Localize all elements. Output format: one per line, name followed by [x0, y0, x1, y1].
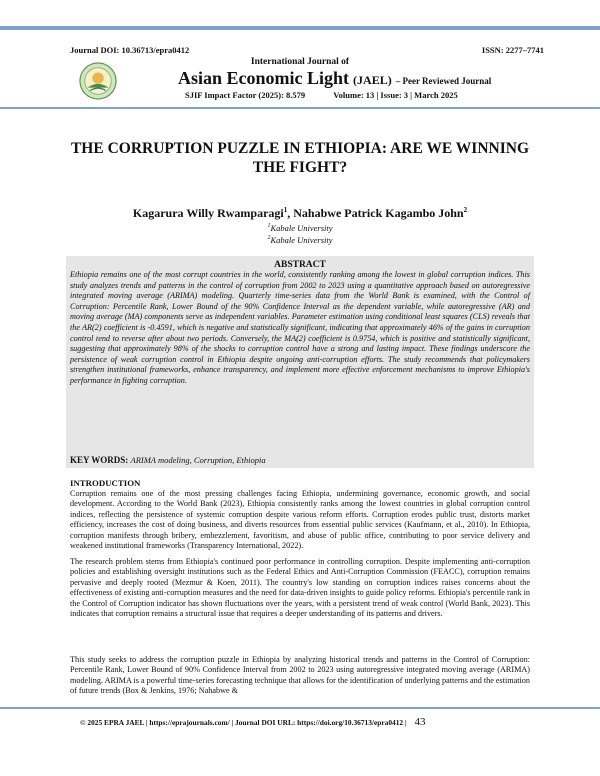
- author-line: Kagarura Willy Rwamparagi$^1$, Nahabwe Patrick Kagambo John$^2$: [132, 206, 468, 220]
- intro-heading: INTRODUCTION: [70, 478, 141, 488]
- page-number: 43: [414, 716, 426, 728]
- footer-separator: |: [404, 718, 407, 727]
- author-1-sup: 1: [283, 206, 288, 214]
- author-2: Nahabwe Patrick Kagambo John: [293, 206, 464, 220]
- affiliation-1: [0, 223, 600, 233]
- journal-name: Asian Economic Light: [178, 68, 350, 88]
- aff-2-sup: 2: [267, 235, 271, 242]
- peer-reviewed-label: – Peer Reviewed Journal: [395, 76, 492, 86]
- keywords-label: KEY WORDS:: [70, 455, 129, 465]
- aff-1-sup: 1: [267, 223, 271, 230]
- journal-doi: Journal DOI: 10.36713/epra0412: [70, 45, 190, 55]
- copyright-icon: ©: [80, 718, 86, 727]
- abstract-heading: ABSTRACT: [274, 260, 326, 270]
- author-2-sup: 2: [463, 206, 468, 214]
- paragraph-2: The research problem stems from Ethiopia's continued poor performance in controlling corruption. Despite implementing anti-corruption policies and establishing oversight institutions such as the Federal Ethics and Anti-Corruption Commission (FEACC), corruption remains pervasive and deeply rooted (Mezmur & Koen, 2011). The country's low standing on corruption indices raises concerns about the effectiveness of existing anti-corruption measures and the need for data-driven insights to guide policy reforms. Ethiopia's percentile rank in the Control of Corruption indicator has shown fluctuations over the years, with a persistent trend of weak control (World Bank, 2023). This indicates that corruption remains a structural issue that requires a deeper understanding of its patterns and drivers.: [70, 557, 530, 619]
- affiliation-2: [0, 235, 600, 245]
- keywords: [70, 455, 530, 465]
- header-bottom-rule: [0, 107, 600, 109]
- volume-issue: Volume: 13 | Issue: 3 | March 2025: [333, 90, 458, 100]
- journal-intl-label: International Journal of: [250, 57, 350, 67]
- keywords-list: ARIMA modeling, Corruption, Ethiopia: [130, 455, 266, 465]
- paragraph-1: Corruption remains one of the most pressing challenges facing Ethiopia, undermining governance, economic growth, and social development. According to the World Bank (2023), Ethiopia consistently ranks among the lowest countries in global corruption control indices, reflecting the persistence of systemic corruption despite various reform efforts. Corruption erodes public trust, distorts market efficiency, increases the cost of doing business, and diverts resources from essential public services (Kaufmann, et al., 2010). In Ethiopia, corruption manifests through bribery, embezzlement, favoritism, and abuse of public office, contributing to poor service delivery and weakened institutional frameworks (Transparency International, 2022).: [70, 489, 530, 551]
- journal-abbr: (JAEL): [353, 73, 392, 87]
- aff-1-text: Kabale University: [270, 223, 333, 233]
- footer-text: 2025 EPRA JAEL | https://eprajournals.com/ | Journal DOI URL: https://doi.org/10.36713/epra0412: [87, 718, 404, 727]
- paper-title: THE CORRUPTION PUZZLE IN ETHIOPIA: ARE WE WINNING THE FIGHT?: [70, 140, 530, 176]
- impact-factor: SJIF Impact Factor (2025): 8.579: [185, 90, 306, 100]
- footer-rule: [0, 707, 600, 709]
- footer: [80, 716, 425, 728]
- journal-title: [178, 68, 491, 89]
- author-1: Kagarura Willy Rwamparagi: [132, 206, 284, 220]
- journal-logo-icon: [79, 62, 117, 100]
- paragraph-3: This study seeks to address the corruption puzzle in Ethiopia by analyzing historical trends and patterns in the Control of Corruption: Percentile Rank, Lower Bound of 90% Confidence Interval from 2002 to 2023 using autoregressive integrated moving average (ARIMA) modeling. ARIMA is a powerful time-series forecasting technique that allows for the identification of underlying patterns and the estimation of future trends (Box & Jenkins, 1976; Nahabwe &: [70, 655, 530, 696]
- journal-issn: ISSN: 2277–7741: [481, 45, 544, 55]
- abstract-text: Ethiopia remains one of the most corrupt countries in the world, consistently ranking among the lowest in global corruption indices. This study analyzes trends and patterns in the control of corruption from 2002 to 2023 using a quantitative approach based on autoregressive integrated moving average (ARIMA) modeling. Quarterly time-series data from the World Bank is examined, with the Control of Corruption: Percentile Rank, Lower Bound of the 90% Confidence Interval as the dependent variable, while autoregressive (AR) and moving average (MA) components serve as independent variables. Parameter estimation using conditional least squares (CLS) reveals that the AR(2) coefficient is -0.4591, which is negative and statistically significant, indicating that approximately 46% of the gains in corruption control tend to reverse after about two periods. Conversely, the MA(2) coefficient is 0.9754, which is positive and statistically significant, suggesting that approximately 98% of the shocks to corruption control have a strong and lasting impact. These findings underscore the persistence of weak corruption control in Ethiopia despite ongoing anti-corruption efforts. The study recommends that policymakers strengthen institutional frameworks, enhance transparency, and implement more effective enforcement mechanisms to improve Ethiopia's performance in fighting corruption.: [70, 270, 530, 385]
- header-top-rule: [0, 26, 600, 30]
- journal-info-row: [185, 90, 458, 100]
- aff-2-text: Kabale University: [270, 235, 333, 245]
